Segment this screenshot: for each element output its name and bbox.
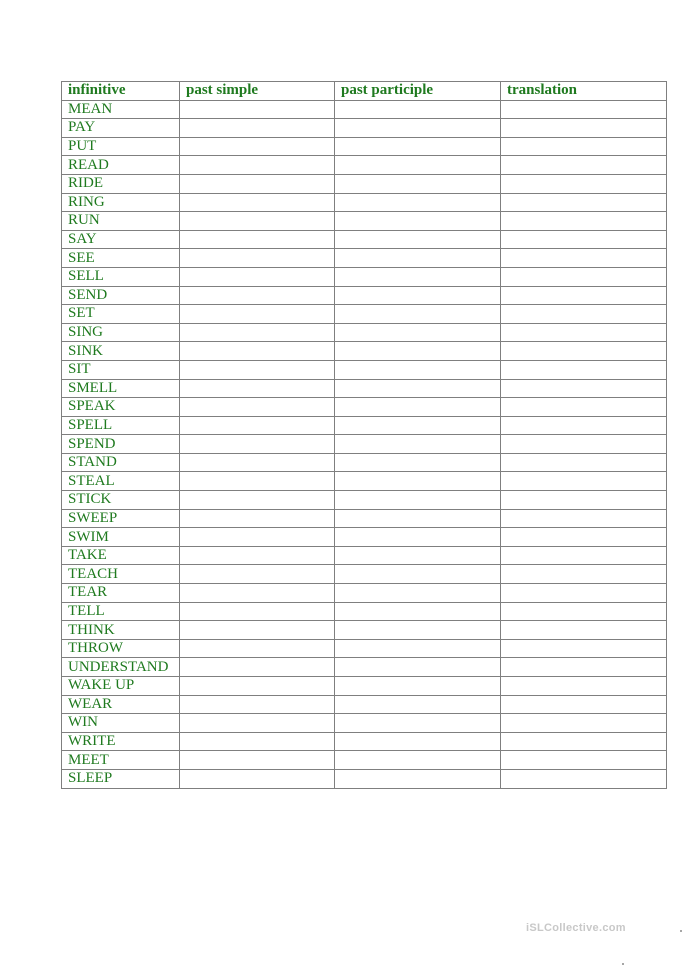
past-participle-cell[interactable]: [335, 714, 501, 733]
past-participle-cell[interactable]: [335, 639, 501, 658]
past-participle-cell[interactable]: [335, 472, 501, 491]
infinitive-cell: WRITE: [62, 732, 180, 751]
translation-cell[interactable]: [501, 453, 667, 472]
table-body: [62, 100, 667, 788]
past-participle-cell[interactable]: [335, 751, 501, 770]
infinitive-cell: SIT: [62, 360, 180, 379]
table-row: [62, 491, 667, 510]
past-participle-cell[interactable]: [335, 305, 501, 324]
translation-cell[interactable]: [501, 398, 667, 417]
infinitive-cell: TEAR: [62, 584, 180, 603]
past-simple-cell[interactable]: [180, 769, 335, 788]
past-participle-cell[interactable]: [335, 453, 501, 472]
translation-cell[interactable]: [501, 249, 667, 268]
table-row: [62, 137, 667, 156]
past-simple-cell[interactable]: [180, 193, 335, 212]
table-row: [62, 174, 667, 193]
table-row: [62, 546, 667, 565]
past-simple-cell[interactable]: [180, 732, 335, 751]
past-simple-cell[interactable]: [180, 249, 335, 268]
past-simple-cell[interactable]: [180, 360, 335, 379]
past-participle-cell[interactable]: [335, 286, 501, 305]
past-participle-cell[interactable]: [335, 137, 501, 156]
past-participle-cell[interactable]: [335, 156, 501, 175]
past-simple-cell[interactable]: [180, 323, 335, 342]
infinitive-cell: SLEEP: [62, 769, 180, 788]
translation-cell[interactable]: [501, 472, 667, 491]
past-participle-cell[interactable]: [335, 658, 501, 677]
past-participle-cell[interactable]: [335, 565, 501, 584]
table-row: [62, 714, 667, 733]
watermark-logo: iSLCollective.com: [526, 922, 626, 934]
table-row: [62, 360, 667, 379]
translation-cell[interactable]: [501, 732, 667, 751]
past-participle-cell[interactable]: [335, 509, 501, 528]
translation-cell[interactable]: [501, 193, 667, 212]
translation-cell[interactable]: [501, 360, 667, 379]
infinitive-cell: SING: [62, 323, 180, 342]
translation-cell[interactable]: [501, 267, 667, 286]
past-participle-cell[interactable]: [335, 193, 501, 212]
infinitive-cell: TELL: [62, 602, 180, 621]
infinitive-cell: WIN: [62, 714, 180, 733]
table-row: [62, 472, 667, 491]
past-participle-cell[interactable]: [335, 491, 501, 510]
past-simple-cell[interactable]: [180, 546, 335, 565]
past-participle-cell[interactable]: [335, 249, 501, 268]
table-row: [62, 305, 667, 324]
infinitive-cell: STAND: [62, 453, 180, 472]
table-row: [62, 323, 667, 342]
translation-cell[interactable]: [501, 323, 667, 342]
table-row: [62, 658, 667, 677]
past-simple-cell[interactable]: [180, 621, 335, 640]
infinitive-cell: SAY: [62, 230, 180, 249]
translation-cell[interactable]: [501, 230, 667, 249]
infinitive-cell: PAY: [62, 119, 180, 138]
infinitive-cell: READ: [62, 156, 180, 175]
past-simple-cell[interactable]: [180, 119, 335, 138]
past-participle-cell[interactable]: [335, 416, 501, 435]
table-header-row: [62, 82, 667, 101]
past-simple-cell[interactable]: [180, 751, 335, 770]
past-participle-cell[interactable]: [335, 267, 501, 286]
translation-cell[interactable]: [501, 286, 667, 305]
infinitive-cell: SEND: [62, 286, 180, 305]
infinitive-cell: TEACH: [62, 565, 180, 584]
translation-cell[interactable]: [501, 119, 667, 138]
infinitive-cell: SPELL: [62, 416, 180, 435]
translation-cell[interactable]: [501, 584, 667, 603]
translation-cell[interactable]: [501, 212, 667, 231]
past-simple-cell[interactable]: [180, 156, 335, 175]
infinitive-cell: MEAN: [62, 100, 180, 119]
translation-cell[interactable]: [501, 695, 667, 714]
table-row: [62, 100, 667, 119]
infinitive-cell: SEE: [62, 249, 180, 268]
past-participle-cell[interactable]: [335, 119, 501, 138]
infinitive-cell: THROW: [62, 639, 180, 658]
past-participle-cell[interactable]: [335, 769, 501, 788]
past-participle-cell[interactable]: [335, 695, 501, 714]
table-row: [62, 119, 667, 138]
translation-cell[interactable]: [501, 156, 667, 175]
past-participle-cell[interactable]: [335, 100, 501, 119]
translation-cell[interactable]: [501, 379, 667, 398]
past-simple-cell[interactable]: [180, 342, 335, 361]
past-simple-cell[interactable]: [180, 453, 335, 472]
table-row: [62, 621, 667, 640]
translation-cell[interactable]: [501, 677, 667, 696]
infinitive-cell: WAKE UP: [62, 677, 180, 696]
past-simple-cell[interactable]: [180, 267, 335, 286]
table-row: [62, 695, 667, 714]
irregular-verbs-table: [61, 81, 667, 789]
table-row: [62, 379, 667, 398]
translation-cell[interactable]: [501, 639, 667, 658]
translation-cell[interactable]: [501, 435, 667, 454]
table-row: [62, 156, 667, 175]
infinitive-cell: SINK: [62, 342, 180, 361]
past-simple-cell[interactable]: [180, 639, 335, 658]
past-simple-cell[interactable]: [180, 230, 335, 249]
infinitive-cell: SWEEP: [62, 509, 180, 528]
infinitive-cell: SET: [62, 305, 180, 324]
translation-cell[interactable]: [501, 769, 667, 788]
past-participle-cell[interactable]: [335, 323, 501, 342]
decorative-dot: [680, 930, 682, 932]
past-simple-cell[interactable]: [180, 137, 335, 156]
translation-cell[interactable]: [501, 100, 667, 119]
header-past-simple: past simple: [180, 82, 335, 101]
past-participle-cell[interactable]: [335, 546, 501, 565]
infinitive-cell: SPEND: [62, 435, 180, 454]
past-participle-cell[interactable]: [335, 212, 501, 231]
table-row: [62, 398, 667, 417]
past-simple-cell[interactable]: [180, 509, 335, 528]
decorative-dot: [622, 963, 624, 965]
past-participle-cell[interactable]: [335, 435, 501, 454]
table-row: [62, 732, 667, 751]
table-row: [62, 230, 667, 249]
translation-cell[interactable]: [501, 342, 667, 361]
translation-cell[interactable]: [501, 416, 667, 435]
past-participle-cell[interactable]: [335, 677, 501, 696]
past-participle-cell[interactable]: [335, 174, 501, 193]
translation-cell[interactable]: [501, 305, 667, 324]
table-row: [62, 416, 667, 435]
past-simple-cell[interactable]: [180, 714, 335, 733]
infinitive-cell: SELL: [62, 267, 180, 286]
table-row: [62, 435, 667, 454]
translation-cell[interactable]: [501, 602, 667, 621]
past-simple-cell[interactable]: [180, 491, 335, 510]
translation-cell[interactable]: [501, 714, 667, 733]
infinitive-cell: SWIM: [62, 528, 180, 547]
header-past-participle: past participle: [335, 82, 501, 101]
translation-cell[interactable]: [501, 491, 667, 510]
table-row: [62, 639, 667, 658]
translation-cell[interactable]: [501, 546, 667, 565]
table-row: [62, 212, 667, 231]
past-simple-cell[interactable]: [180, 416, 335, 435]
past-participle-cell[interactable]: [335, 621, 501, 640]
past-simple-cell[interactable]: [180, 528, 335, 547]
past-participle-cell[interactable]: [335, 602, 501, 621]
past-participle-cell[interactable]: [335, 398, 501, 417]
past-simple-cell[interactable]: [180, 286, 335, 305]
past-simple-cell[interactable]: [180, 695, 335, 714]
past-participle-cell[interactable]: [335, 584, 501, 603]
translation-cell[interactable]: [501, 751, 667, 770]
past-simple-cell[interactable]: [180, 658, 335, 677]
translation-cell[interactable]: [501, 528, 667, 547]
table-row: [62, 751, 667, 770]
past-participle-cell[interactable]: [335, 732, 501, 751]
translation-cell[interactable]: [501, 621, 667, 640]
table-row: [62, 249, 667, 268]
past-simple-cell[interactable]: [180, 100, 335, 119]
translation-cell[interactable]: [501, 509, 667, 528]
past-simple-cell[interactable]: [180, 398, 335, 417]
infinitive-cell: MEET: [62, 751, 180, 770]
past-simple-cell[interactable]: [180, 677, 335, 696]
infinitive-cell: UNDERSTAND: [62, 658, 180, 677]
table-row: [62, 528, 667, 547]
infinitive-cell: STEAL: [62, 472, 180, 491]
past-simple-cell[interactable]: [180, 174, 335, 193]
past-simple-cell[interactable]: [180, 305, 335, 324]
past-participle-cell[interactable]: [335, 230, 501, 249]
translation-cell[interactable]: [501, 137, 667, 156]
table-row: [62, 769, 667, 788]
infinitive-cell: WEAR: [62, 695, 180, 714]
past-simple-cell[interactable]: [180, 584, 335, 603]
past-simple-cell[interactable]: [180, 565, 335, 584]
table-row: [62, 193, 667, 212]
infinitive-cell: PUT: [62, 137, 180, 156]
past-simple-cell[interactable]: [180, 472, 335, 491]
translation-cell[interactable]: [501, 658, 667, 677]
infinitive-cell: RING: [62, 193, 180, 212]
infinitive-cell: RIDE: [62, 174, 180, 193]
infinitive-cell: SMELL: [62, 379, 180, 398]
table-row: [62, 453, 667, 472]
past-simple-cell[interactable]: [180, 602, 335, 621]
past-participle-cell[interactable]: [335, 342, 501, 361]
header-infinitive: infinitive: [62, 82, 180, 101]
translation-cell[interactable]: [501, 565, 667, 584]
infinitive-cell: SPEAK: [62, 398, 180, 417]
infinitive-cell: TAKE: [62, 546, 180, 565]
table-row: [62, 677, 667, 696]
table-row: [62, 267, 667, 286]
past-participle-cell[interactable]: [335, 360, 501, 379]
past-simple-cell[interactable]: [180, 212, 335, 231]
infinitive-cell: STICK: [62, 491, 180, 510]
table-row: [62, 286, 667, 305]
table-row: [62, 565, 667, 584]
past-participle-cell[interactable]: [335, 528, 501, 547]
past-participle-cell[interactable]: [335, 379, 501, 398]
translation-cell[interactable]: [501, 174, 667, 193]
infinitive-cell: RUN: [62, 212, 180, 231]
table-row: [62, 584, 667, 603]
infinitive-cell: THINK: [62, 621, 180, 640]
table-row: [62, 342, 667, 361]
table-row: [62, 509, 667, 528]
past-simple-cell[interactable]: [180, 435, 335, 454]
header-translation: translation: [501, 82, 667, 101]
table-row: [62, 602, 667, 621]
past-simple-cell[interactable]: [180, 379, 335, 398]
